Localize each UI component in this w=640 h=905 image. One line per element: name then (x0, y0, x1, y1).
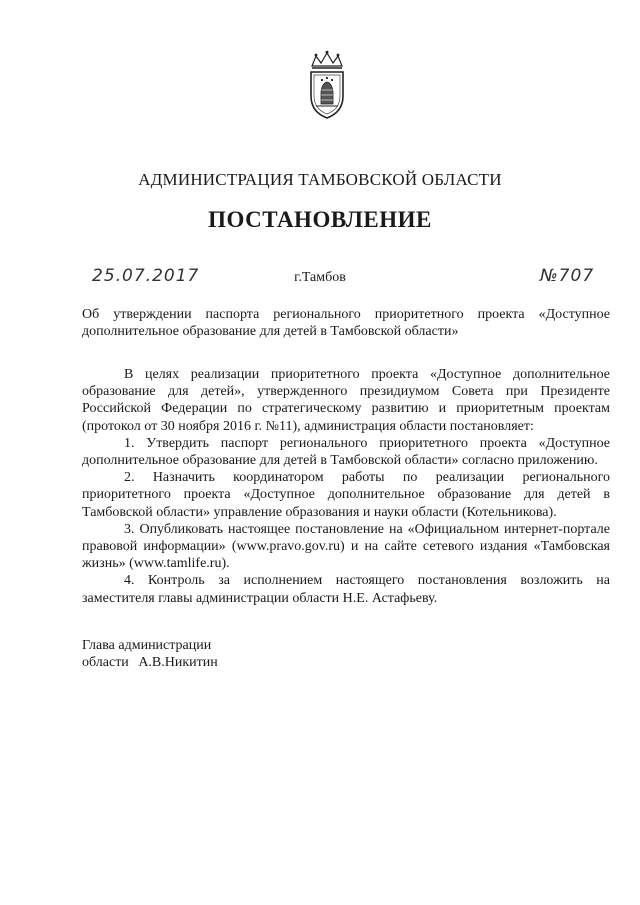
document-type-title: ПОСТАНОВЛЕНИЕ (208, 207, 432, 232)
item-3-paragraph: 3. Опубликовать настоящее постановление на «Официальном интернет-портале правовой информации» (www.pravo.gov.ru) и на сайте сетевого издания «Тамбовская жизнь» (www.tamlife.ru). (82, 521, 610, 572)
organization-name: АДМИНИСТРАЦИЯ ТАМБОВСКОЙ ОБЛАСТИ (138, 170, 502, 189)
signatory-name: А.В.Никитин (138, 655, 218, 670)
subject-line-2: дополнительное образование для детей в Тамбовской области» (82, 324, 459, 339)
tambov-coat-of-arms-icon (302, 50, 352, 120)
signature-block (82, 637, 218, 671)
signature-region: области (82, 655, 129, 670)
signature-region-line (82, 654, 218, 671)
item-2-paragraph: 2. Назначить координатором работы по реализации регионального приоритетного проекта «Доступное дополнительное образование для детей в Тамбовской области» управление образования и науки области (Котельникова). (82, 470, 610, 520)
preamble-paragraph: В целях реализации приоритетного проекта «Доступное дополнительное образование для детей», утвержденного президиумом Совета при Президенте Российской Федерации по стратегическому развитию и приоритетным проектам (протокол от 30 ноября 2016 г. №11), администрация области постановляет: (82, 367, 610, 434)
item-1-paragraph: 1. Утвердить паспорт регионального приоритетного проекта «Доступное дополнительное образование для детей в Тамбовской области» согласно приложению. (82, 435, 610, 469)
item-4-paragraph: 4. Контроль за исполнением настоящего постановления возложить на заместителя главы администрации области Н.Е. Астафьеву. (82, 573, 610, 606)
document-city: г.Тамбов (294, 270, 346, 285)
document-number: №707 (540, 266, 595, 286)
subject-line-1: Об утверждении паспорта регионального приоритетного проекта «Доступное (82, 307, 610, 322)
signature-title-line: Глава администрации (82, 638, 212, 653)
document-subject (82, 306, 610, 340)
document-body (82, 366, 610, 607)
document-date: 25.07.2017 (92, 266, 200, 286)
